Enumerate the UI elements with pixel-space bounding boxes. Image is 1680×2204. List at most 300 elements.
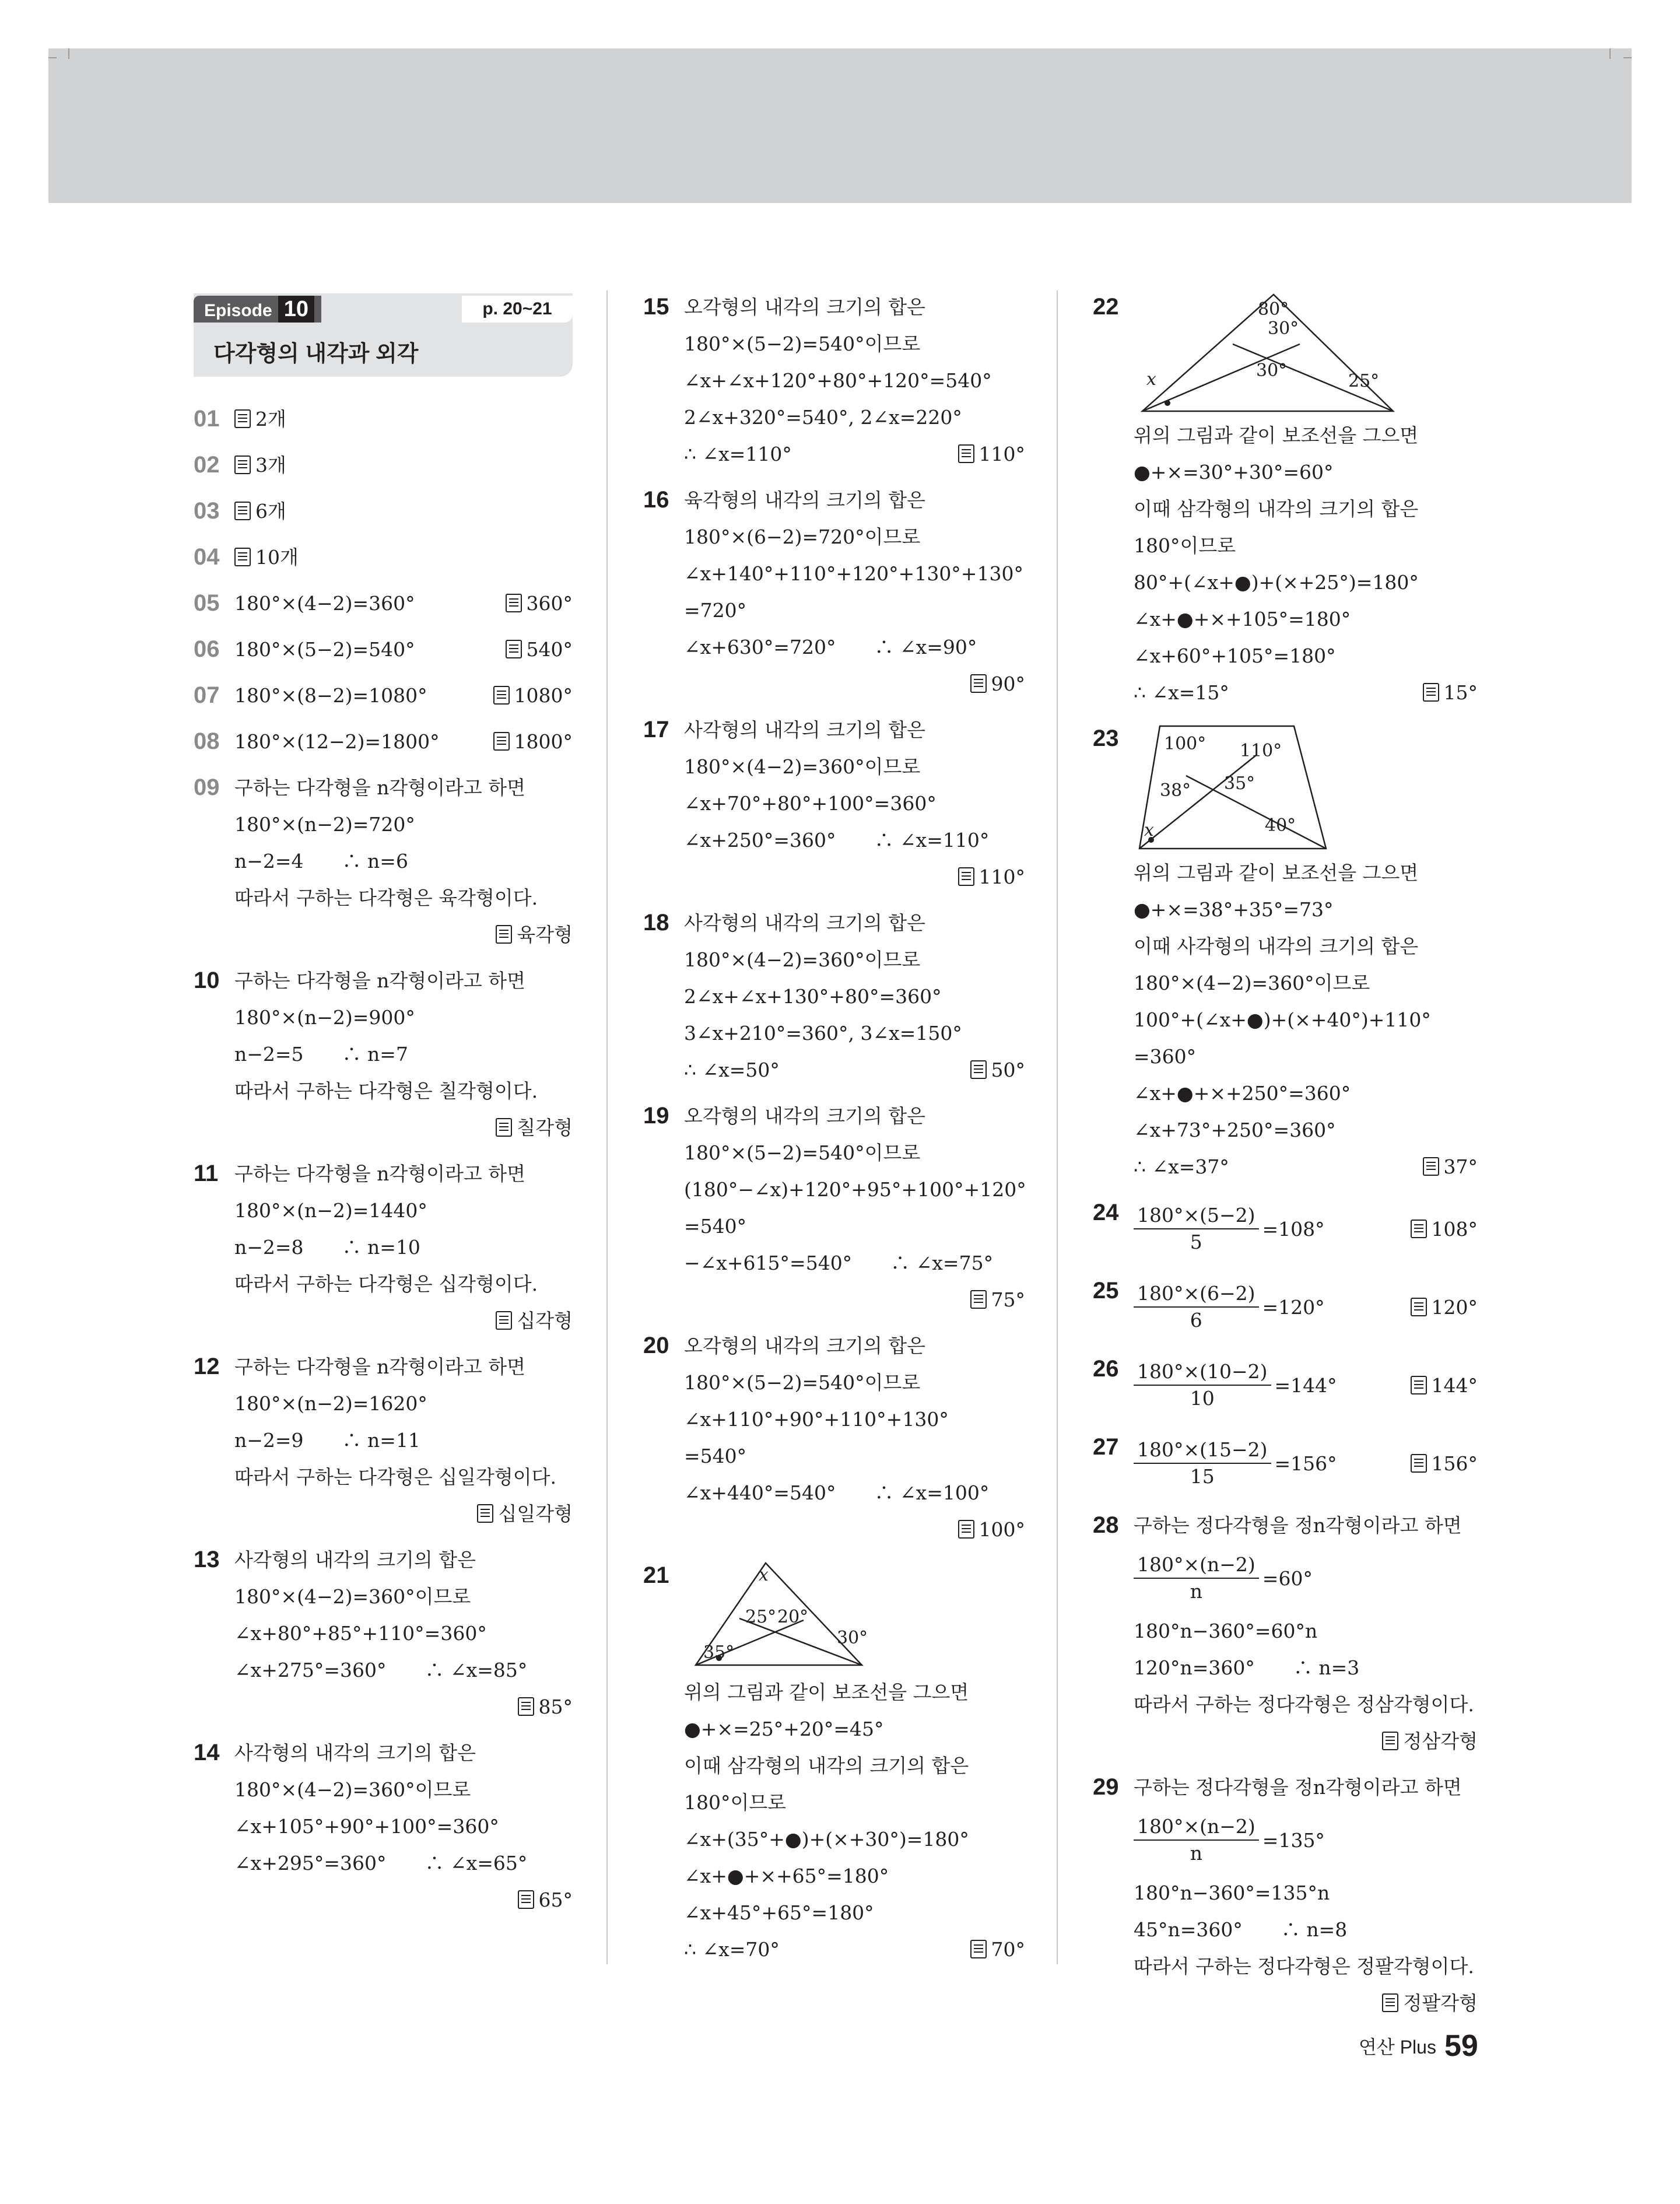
solution-line: ∠x+295°=360° ∴ ∠x=65° [234, 1852, 528, 1874]
solution-line: 180°×(4−2)=360°이므로 [1134, 972, 1370, 994]
expression: 180°×(4−2)=360° [234, 592, 415, 615]
col1-problems [194, 401, 573, 1928]
spacer [643, 1318, 1025, 1327]
column-divider [606, 290, 608, 1964]
problem-19 [643, 1098, 1025, 1318]
angle-label: 30° [837, 1628, 868, 1648]
spacer [194, 576, 573, 585]
problem-24 [1093, 1194, 1478, 1263]
fraction-result: =60° [1262, 1567, 1313, 1590]
problem-12 [194, 1348, 573, 1532]
answer-line [234, 447, 573, 483]
crop-mark [1623, 57, 1632, 58]
answer-icon [496, 1311, 512, 1330]
solution-line: 80°+(∠x+●)+(×+25°)=180° [1134, 571, 1419, 594]
episode-pages: p. 20~21 [462, 296, 573, 323]
denominator: n [1190, 1580, 1203, 1603]
problem-06 [194, 631, 573, 668]
solution-line: 따라서 구하는 정다각형은 정팔각형이다. [1134, 1955, 1474, 1978]
solution-line: 45°n=360° ∴ n=8 [1134, 1918, 1348, 1941]
fraction-result: =108° [1262, 1217, 1325, 1241]
problem-number: 18 [643, 910, 669, 935]
solution-line: 180°×(5−2)=540°이므로 [684, 332, 921, 355]
answer-icon [496, 1118, 512, 1137]
episode-header [194, 289, 573, 377]
problem-number: 23 [1093, 726, 1119, 751]
solution-line: 2∠x+320°=540°, 2∠x=220° [684, 406, 962, 429]
answer-icon [1423, 683, 1439, 702]
solution-line: 따라서 구하는 다각형은 십각형이다. [234, 1273, 538, 1295]
solution-line: 180°×(4−2)=360°이므로 [684, 755, 921, 778]
answer-line [1134, 1723, 1478, 1760]
fraction [1134, 1814, 1259, 1866]
fraction [1134, 1552, 1259, 1604]
spacer [1093, 711, 1478, 720]
answer [1382, 1985, 1478, 2021]
answer-icon [234, 502, 251, 520]
solution-line: n−2=8 ∴ n=10 [234, 1236, 420, 1259]
answer [970, 665, 1026, 702]
angle-label: x [759, 1565, 769, 1585]
spacer [1093, 1185, 1478, 1194]
spacer [1093, 1420, 1478, 1429]
answer [970, 1052, 1026, 1088]
answer-text: 108° [1431, 1217, 1478, 1241]
problem-26 [1093, 1351, 1478, 1420]
denominator: 15 [1190, 1465, 1215, 1488]
solution-line [234, 723, 573, 760]
answer-icon [506, 594, 522, 612]
solution-line [234, 677, 573, 714]
solution-line: 180°이므로 [684, 1791, 787, 1814]
solution-line: 180°이므로 [1134, 534, 1236, 557]
dot-mark [1165, 400, 1170, 406]
fraction-result: =156° [1274, 1452, 1337, 1475]
answer-text: 144° [1431, 1373, 1478, 1397]
spacer [194, 483, 573, 493]
solution-line: n−2=5 ∴ n=7 [234, 1043, 408, 1066]
solution-line: 육각형의 내각의 크기의 합은 [684, 489, 926, 511]
expression: 180°×(12−2)=1800° [234, 730, 440, 753]
answer-icon [518, 1697, 534, 1716]
page-footer [1359, 2028, 1478, 2063]
answer [477, 1495, 573, 1532]
solution-line: 180°×(4−2)=360°이므로 [234, 1585, 471, 1608]
answer-line [234, 1688, 573, 1725]
answer-icon [477, 1504, 493, 1523]
spacer [194, 1146, 573, 1155]
solution-line [234, 631, 573, 668]
col2-problems [643, 289, 1025, 1977]
problem-13 [194, 1541, 573, 1725]
column-divider [1057, 290, 1058, 1964]
solution-line: 구하는 다각형을 n각형이라고 하면 [234, 1162, 526, 1185]
spacer [415, 631, 506, 668]
solution-line: 100°+(∠x+●)+(×+40°)+110° [1134, 1008, 1431, 1031]
angle-label: 25° [745, 1607, 777, 1627]
answer-icon [1411, 1220, 1427, 1238]
problem-11 [194, 1155, 573, 1339]
answer-text: 칠각형 [517, 1116, 573, 1139]
solution-line [684, 436, 1025, 472]
angle-label: 20° [777, 1607, 809, 1627]
answer-text: 6개 [255, 500, 286, 523]
solution-line: ∠x+110°+90°+110°+130° [684, 1408, 949, 1431]
answer-icon [970, 1940, 987, 1958]
angle-label: 40° [1265, 815, 1296, 836]
expression: 180°×(5−2)=540° [234, 638, 415, 661]
spacer [1229, 674, 1423, 711]
figure-wrap [684, 1557, 1025, 1674]
answer [234, 401, 286, 437]
episode-number: 10 [278, 296, 314, 323]
numerator: 180°×(6−2) [1134, 1281, 1259, 1308]
problem-21 [643, 1557, 1025, 1968]
spacer [643, 895, 1025, 905]
spacer [194, 760, 573, 769]
spacer [194, 1918, 573, 1928]
angle-label: 25° [1348, 371, 1380, 391]
answer-text: 75° [991, 1288, 1025, 1311]
fraction-line [1134, 1806, 1478, 1874]
solution-line: ∠x+80°+85°+110°=360° [234, 1622, 487, 1645]
answer [970, 1931, 1026, 1968]
answer-icon [493, 732, 510, 751]
solution-line: ∠x+∠x+120°+80°+120°=540° [684, 369, 992, 392]
answer-text: 110° [978, 866, 1025, 888]
answer-text: 십각형 [517, 1309, 573, 1332]
problem-25 [1093, 1273, 1478, 1341]
problem-number: 25 [1093, 1278, 1119, 1304]
solution-line: −∠x+615°=540° ∴ ∠x=75° [684, 1252, 994, 1274]
spacer [643, 1968, 1025, 1977]
solution-line: 180°×(5−2)=540°이므로 [684, 1141, 921, 1164]
problem-29 [1093, 1769, 1478, 2021]
angle-label: 30° [1268, 318, 1299, 339]
problem-number: 27 [1093, 1434, 1119, 1460]
spacer [194, 1532, 573, 1541]
problem-number: 06 [194, 636, 220, 662]
answer-icon [1411, 1298, 1427, 1316]
figure [1134, 289, 1402, 417]
fraction-line [1134, 1273, 1478, 1341]
problem-number: 16 [643, 487, 669, 513]
column-2 [643, 289, 1025, 1977]
solution-line: 180°×(6−2)=720°이므로 [684, 525, 921, 548]
answer-icon [1423, 1157, 1439, 1176]
solution-line [684, 1052, 1025, 1088]
solution-line: ∠x+●+×+105°=180° [1134, 608, 1351, 630]
answer-icon [958, 444, 974, 463]
spacer [1093, 1341, 1478, 1351]
spacer [194, 1725, 573, 1735]
fraction-result: =135° [1262, 1828, 1325, 1852]
fraction [1134, 1281, 1259, 1333]
solution-line: 180°×(4−2)=360°이므로 [684, 948, 921, 971]
expression: 180°×(8−2)=1080° [234, 684, 427, 707]
problem-28 [1093, 1507, 1478, 1760]
answer-icon [518, 1890, 534, 1909]
answer-icon [1411, 1454, 1427, 1473]
problem-number: 12 [194, 1354, 220, 1379]
answer [1423, 674, 1478, 711]
spacer [194, 622, 573, 631]
episode-badge [194, 296, 321, 323]
problem-08 [194, 723, 573, 760]
answer-line [234, 1881, 573, 1918]
answer-text: 정삼각형 [1403, 1730, 1478, 1753]
answer [506, 631, 573, 668]
numerator: 180°×(10−2) [1134, 1359, 1271, 1386]
problem-number: 05 [194, 590, 220, 616]
angle-label: 80° [1258, 299, 1289, 320]
solution-line: 사각형의 내각의 크기의 합은 [684, 719, 926, 741]
problem-number: 22 [1093, 294, 1119, 320]
denominator: n [1190, 1842, 1203, 1865]
answer-line [234, 1495, 573, 1532]
problem-number: 26 [1093, 1356, 1119, 1382]
answer-icon [234, 455, 251, 474]
crop-mark [68, 48, 69, 59]
solution-line: 사각형의 내각의 크기의 합은 [234, 1742, 476, 1764]
answer-text: 65° [538, 1888, 573, 1911]
numerator: 180°×(n−2) [1134, 1814, 1259, 1841]
angle-label: 38° [1160, 780, 1191, 801]
spacer [792, 436, 958, 472]
answer-icon [506, 640, 522, 658]
solution-line: 이때 삼각형의 내각의 크기의 합은 [1134, 497, 1419, 520]
solution-line: ∠x+73°+250°=360° [1134, 1119, 1336, 1141]
answer [234, 447, 286, 483]
answer-line [234, 916, 573, 953]
problem-17 [643, 712, 1025, 895]
spacer [415, 585, 506, 622]
problem-02 [194, 447, 573, 483]
spacer [643, 472, 1025, 482]
angle-label: x [1144, 820, 1154, 840]
crop-mark [1609, 48, 1611, 59]
answer-icon [970, 1060, 987, 1079]
answer [518, 1688, 573, 1725]
answer [958, 859, 1026, 895]
solution-line: ∠x+250°=360° ∴ ∠x=110° [684, 829, 990, 852]
denominator: 10 [1190, 1387, 1215, 1410]
solution-line: ∠x+60°+105°=180° [1134, 644, 1336, 667]
figure-wrap [1134, 289, 1478, 417]
angle-label: 35° [1224, 773, 1255, 794]
answer-icon [496, 925, 512, 944]
solution-line: 오각형의 내각의 크기의 합은 [684, 1334, 926, 1357]
solution-line: n−2=4 ∴ n=6 [234, 850, 408, 873]
solution-line: =720° [684, 599, 747, 622]
solution-line: ∠x+275°=360° ∴ ∠x=85° [234, 1659, 528, 1681]
problem-number: 13 [194, 1547, 220, 1572]
fraction-result: =120° [1262, 1295, 1325, 1319]
problem-09 [194, 769, 573, 953]
answer-text: 15° [1443, 681, 1478, 704]
problem-number: 20 [643, 1333, 669, 1358]
spacer [194, 953, 573, 962]
solution-line: 이때 삼각형의 내각의 크기의 합은 [684, 1754, 969, 1777]
problem-15 [643, 289, 1025, 472]
angle-label: x [1146, 369, 1156, 390]
answer-text: 육각형 [517, 923, 573, 946]
problem-01 [194, 401, 573, 437]
answer [1423, 1148, 1478, 1185]
answer-icon [958, 1520, 974, 1539]
solution-line: 사각형의 내각의 크기의 합은 [684, 912, 926, 934]
solution-line: ∠x+45°+65°=180° [684, 1901, 874, 1924]
spacer [440, 723, 493, 760]
spacer [1093, 1498, 1478, 1507]
problem-number: 29 [1093, 1774, 1119, 1800]
solution-line: 위의 그림과 같이 보조선을 그으면 [1134, 861, 1419, 884]
answer [493, 723, 573, 760]
answer-icon [958, 867, 974, 886]
solution-line: 180°n−360°=135°n [1134, 1881, 1330, 1904]
answer-line [234, 1109, 573, 1146]
solution-line: ∠x+440°=540° ∴ ∠x=100° [684, 1481, 990, 1504]
solution-line: ∠x+(35°+●)+(×+30°)=180° [684, 1828, 969, 1851]
spacer [643, 702, 1025, 712]
answer-icon [970, 674, 987, 693]
denominator: 5 [1190, 1231, 1202, 1253]
page-number: 59 [1444, 2029, 1478, 2063]
answer [958, 1511, 1026, 1548]
problem-number: 24 [1093, 1200, 1119, 1225]
answer [970, 1281, 1026, 1318]
answer-line [684, 1511, 1025, 1548]
solution-line: 구하는 다각형을 n각형이라고 하면 [234, 969, 526, 992]
answer-text: 120° [1431, 1295, 1478, 1319]
answer-text: 37° [1443, 1155, 1478, 1178]
problem-27 [1093, 1429, 1478, 1498]
solution-line: 구하는 다각형을 n각형이라고 하면 [234, 1355, 526, 1378]
answer [1411, 1367, 1478, 1404]
solution-line: =540° [684, 1445, 747, 1467]
answer [1382, 1723, 1478, 1760]
problem-number: 21 [643, 1562, 669, 1588]
episode-title: 다각형의 내각과 외각 [213, 342, 419, 366]
solution-line: 180°×(5−2)=540°이므로 [684, 1371, 921, 1394]
answer-text: 360° [526, 592, 573, 615]
problem-number: 02 [194, 452, 220, 478]
spacer [780, 1052, 970, 1088]
crop-mark [48, 57, 57, 58]
answer-line [684, 1281, 1025, 1318]
answer-icon [1382, 1993, 1398, 2012]
solution-line: 180°×(n−2)=900° [234, 1006, 415, 1029]
numerator: 180°×(n−2) [1134, 1552, 1259, 1579]
problem-number: 08 [194, 728, 220, 754]
problem-number: 07 [194, 682, 220, 708]
answer-text: 1080° [514, 684, 573, 707]
answer [1411, 1289, 1478, 1326]
solution-line: ●+×=38°+35°=73° [1134, 898, 1334, 921]
problem-number: 11 [194, 1161, 219, 1186]
solution-line: 구하는 다각형을 n각형이라고 하면 [234, 776, 526, 799]
solution-line: 오각형의 내각의 크기의 합은 [684, 1105, 926, 1127]
fraction-result: =144° [1274, 1373, 1337, 1397]
answer-icon [1411, 1376, 1427, 1394]
solution-line: 위의 그림과 같이 보조선을 그으면 [684, 1681, 969, 1704]
problem-number: 04 [194, 544, 220, 570]
answer-icon [970, 1290, 987, 1309]
column-3 [1093, 289, 1478, 2031]
denominator: 6 [1190, 1309, 1202, 1331]
solution-line: ●+×=30°+30°=60° [1134, 461, 1334, 483]
column-1 [194, 289, 573, 1928]
answer-text: 1800° [514, 730, 573, 753]
solution-line: 180°×(4−2)=360°이므로 [234, 1778, 471, 1801]
figure [1134, 720, 1332, 854]
problem-07 [194, 677, 573, 714]
solution-line: 180°×(n−2)=1440° [234, 1199, 427, 1222]
solution-line [234, 585, 573, 622]
solution-line: ∠x+630°=720° ∴ ∠x=90° [684, 636, 977, 658]
answer-text: 70° [991, 1938, 1025, 1961]
problem-16 [643, 482, 1025, 702]
answer-text: 정팔각형 [1403, 1992, 1478, 2014]
answer-line [234, 539, 573, 576]
problem-05 [194, 585, 573, 622]
solution-line [684, 1931, 1025, 1968]
answer-text: 3개 [255, 454, 286, 476]
numerator: 180°×(5−2) [1134, 1203, 1259, 1229]
answer [493, 677, 573, 714]
solution-line: ●+×=25°+20°=45° [684, 1718, 884, 1740]
fraction-line [1134, 1429, 1478, 1498]
solution-line: ∠x+70°+80°+100°=360° [684, 792, 937, 815]
answer-text: 10개 [255, 546, 299, 569]
answer [506, 585, 573, 622]
header-band [48, 48, 1632, 203]
solution-line: 오각형의 내각의 크기의 합은 [684, 296, 926, 318]
auxiliary-line [1186, 776, 1326, 849]
solution-line [1134, 674, 1478, 711]
answer-text: 110° [978, 443, 1025, 465]
answer [1411, 1445, 1478, 1482]
answer [958, 436, 1026, 472]
problem-number: 09 [194, 775, 220, 800]
problem-23 [1093, 720, 1478, 1185]
fraction-line [1134, 1194, 1478, 1263]
solution-line: 사각형의 내각의 크기의 합은 [234, 1548, 476, 1571]
solution-line: =540° [684, 1215, 747, 1238]
answer-icon [234, 409, 251, 428]
solution-line: 180°×(n−2)=1620° [234, 1392, 427, 1415]
auxiliary-line [1139, 755, 1256, 849]
solution-line: 2∠x+∠x+130°+80°=360° [684, 985, 942, 1008]
answer-icon [234, 548, 251, 566]
answer-text: 100° [978, 1518, 1025, 1541]
solution-line: (180°−∠x)+120°+95°+100°+120° [684, 1178, 1026, 1201]
solution-line: 120°n=360° ∴ n=3 [1134, 1656, 1360, 1679]
spacer [1093, 1263, 1478, 1273]
answer-text: 50° [991, 1059, 1025, 1081]
answer-line [684, 859, 1025, 895]
problem-number: 17 [643, 717, 669, 742]
answer-icon [493, 686, 510, 705]
solution-line: 구하는 정다각형을 정n각형이라고 하면 [1134, 1514, 1462, 1537]
spacer [194, 437, 573, 447]
solution-line: ∠x+●+×+250°=360° [1134, 1082, 1351, 1105]
solution-line: ∠x+●+×+65°=180° [684, 1865, 889, 1887]
solution-line: ∠x+105°+90°+100°=360° [234, 1815, 499, 1838]
angle-label: 30° [1256, 360, 1288, 381]
problem-04 [194, 539, 573, 576]
solution-line: ∠x+140°+110°+120°+130°+130° [684, 562, 1023, 585]
